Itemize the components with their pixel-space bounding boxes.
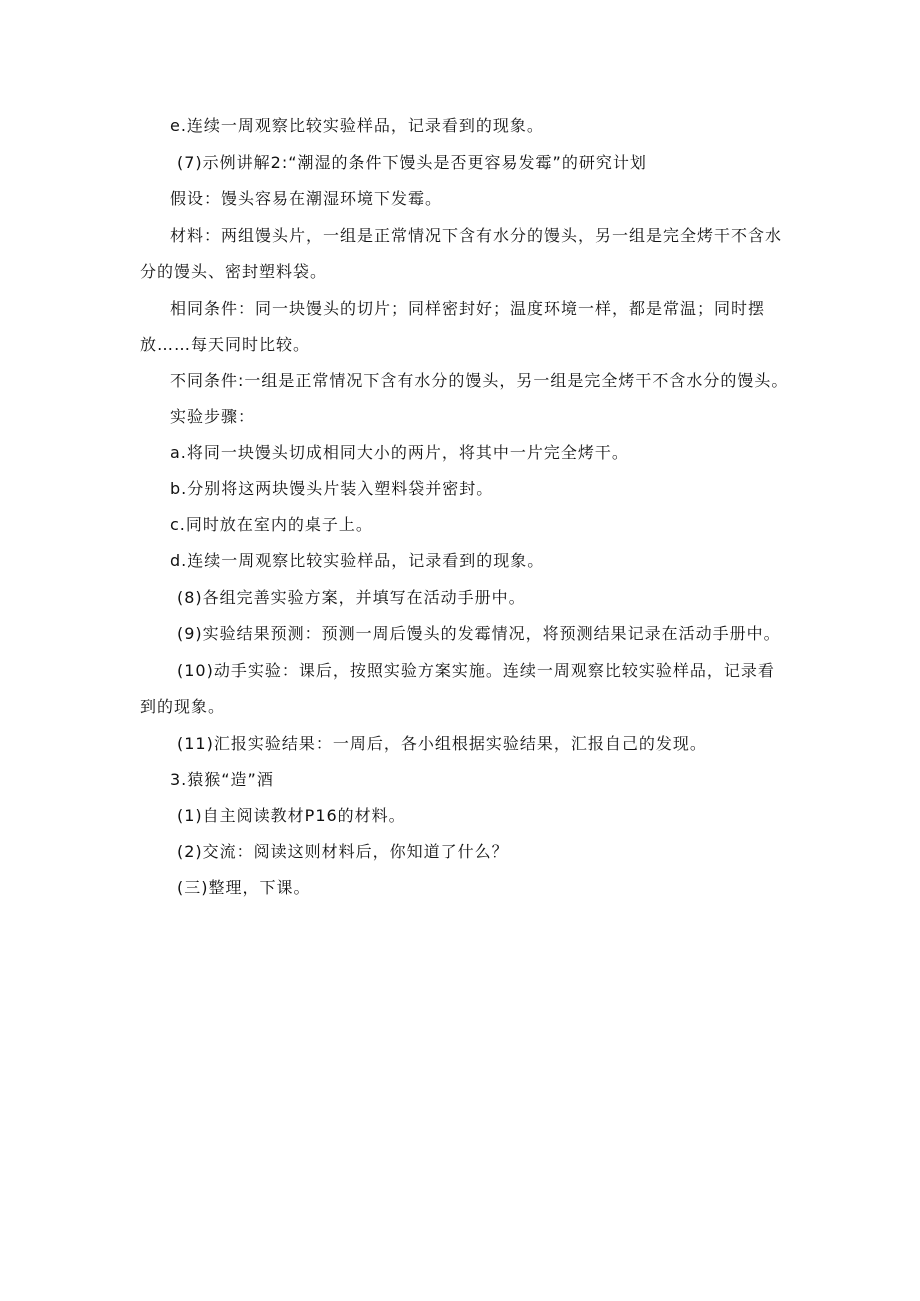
text-line-section-3-item-2: (2)交流：阅读这则材料后，你知道了什么？ (177, 842, 509, 861)
text-line-step-e: e.连续一周观察比较实验样品，记录看到的现象。 (170, 116, 544, 135)
text-line-step-d: d.连续一周观察比较实验样品，记录看到的现象。 (170, 551, 545, 570)
text-line-item-10: (10)动手实验：课后，按照实验方案实施。连续一周观察比较实验样品，记录看 (177, 661, 775, 680)
text-line-item-10-cont: 到的现象。 (140, 697, 226, 716)
text-line-materials-cont: 分的馒头、密封塑料袋。 (140, 262, 328, 281)
text-line-step-a: a.将同一块馒头切成相同大小的两片，将其中一片完全烤干。 (170, 443, 629, 462)
text-line-example-2-title: (7)示例讲解2:“潮湿的条件下馒头是否更容易发霉”的研究计划 (177, 153, 647, 172)
text-line-item-11: (11)汇报实验结果：一周后，各小组根据实验结果，汇报自己的发现。 (177, 734, 707, 753)
text-line-hypothesis: 假设：馒头容易在潮湿环境下发霉。 (170, 189, 443, 208)
text-line-item-8: (8)各组完善实验方案，并填写在活动手册中。 (177, 588, 526, 607)
text-line-materials: 材料：两组馒头片，一组是正常情况下含有水分的馒头，另一组是完全烤干不含水 (170, 226, 783, 245)
text-line-different-conditions: 不同条件:一组是正常情况下含有水分的馒头，另一组是完全烤干不含水分的馒头。 (170, 371, 789, 390)
text-line-item-9: (9)实验结果预测：预测一周后馒头的发霉情况，将预测结果记录在活动手册中。 (177, 624, 781, 643)
text-line-step-b: b.分别将这两块馒头片装入塑料袋并密封。 (170, 479, 494, 498)
text-line-step-c: c.同时放在室内的桌子上。 (170, 515, 373, 534)
text-line-same-conditions: 相同条件：同一块馒头的切片；同样密封好；温度环境一样，都是常温；同时摆 (170, 299, 766, 318)
text-line-section-3-item-1: (1)自主阅读教材P16的材料。 (177, 806, 406, 825)
text-line-closing: (三)整理，下课。 (177, 878, 311, 897)
text-line-section-3-heading: 3.猿猴“造”酒 (170, 770, 274, 789)
text-line-steps-heading: 实验步骤： (170, 407, 256, 426)
text-line-same-conditions-cont: 放……每天同时比较。 (140, 335, 311, 354)
